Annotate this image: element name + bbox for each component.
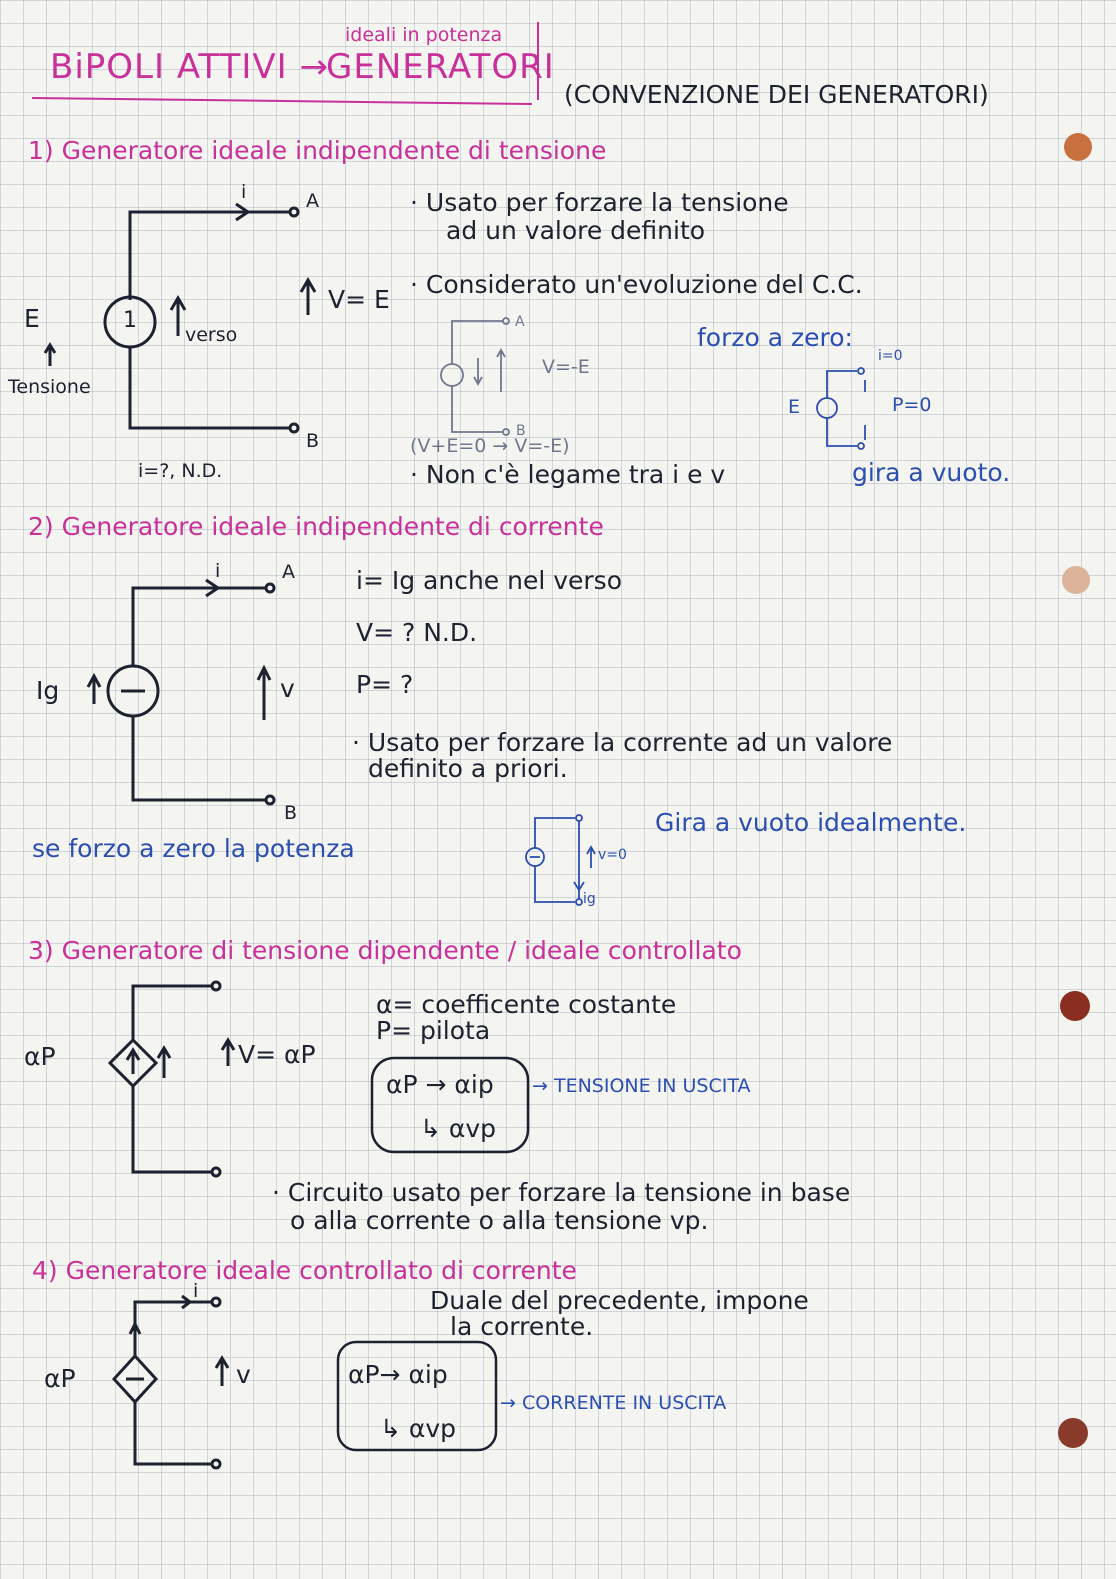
s1-label-verso: verso	[185, 324, 238, 346]
s1-source-symbol: 1	[123, 308, 137, 333]
s1-label-ve: V= E	[328, 285, 390, 314]
s1-sub-v: V=-E	[542, 356, 590, 378]
s1-force-p: P=0	[892, 394, 932, 416]
s3-def2: P= pilota	[376, 1016, 491, 1045]
s2-label-i: i	[215, 560, 221, 582]
s1-label-i: i	[241, 181, 247, 203]
binder-hole	[1062, 566, 1090, 594]
s2-line3: P= ?	[356, 670, 414, 699]
s4-heading: 4) Generatore ideale controllato di corrente	[32, 1256, 577, 1285]
s2-heading: 2) Generatore ideale indipendente di corrente	[28, 512, 604, 541]
s1-sub-b: B	[516, 423, 526, 439]
title-left: BiPOLI ATTIVI →	[50, 47, 329, 87]
s2-sub-v: v=0	[598, 847, 627, 863]
s3-def1: α= coefficente costante	[376, 990, 677, 1019]
s1-force-note: gira a vuoto.	[852, 458, 1011, 487]
s4-box-line2: ↳ αvp	[380, 1414, 457, 1443]
s1-label-b: B	[306, 430, 320, 452]
s3-bullet-line2: o alla corrente o alla tensione vp.	[290, 1206, 709, 1235]
s4-label-i: i	[193, 1280, 199, 1302]
s2-bullet-line2: definito a priori.	[368, 754, 568, 783]
s2-bullet-line1: · Usato per forzare la corrente ad un valore	[352, 728, 893, 757]
convention-note: (CONVENZIONE DEI GENERATORI)	[564, 80, 989, 109]
s3-bullet-line1: · Circuito usato per forzare la tensione in base	[272, 1178, 851, 1207]
binder-hole	[1060, 991, 1090, 1021]
s1-label-e: E	[24, 304, 40, 333]
s1-bullet1-line2: ad un valore definito	[446, 216, 706, 245]
s1-label-i-nd: i=?, N.D.	[138, 460, 223, 482]
binder-hole	[1058, 1418, 1088, 1448]
s3-heading: 3) Generatore di tensione dipendente / ideale controllato	[28, 936, 742, 965]
s4-label-v: v	[236, 1360, 251, 1389]
s2-label-ig: Ig	[36, 676, 60, 705]
s2-label-a: A	[282, 561, 295, 583]
s2-label-b: B	[284, 802, 298, 824]
title-right: GENERATORI	[326, 47, 555, 87]
s1-bullet2: · Considerato un'evoluzione del C.C.	[410, 270, 863, 299]
s3-label-ap: αP	[24, 1042, 56, 1071]
s4-dual-line1: Duale del precedente, impone	[430, 1286, 809, 1315]
s3-box-line2: ↳ αvp	[420, 1114, 497, 1143]
s1-force-e: E	[788, 396, 801, 418]
s2-label-v: v	[280, 674, 295, 703]
s1-bullet3: · Non c'è legame tra i e v	[410, 460, 726, 489]
s3-box-line1: αP → αip	[386, 1070, 494, 1099]
s2-sub-ig: ig	[583, 891, 596, 907]
s1-label-tensione: Tensione	[8, 376, 91, 398]
s2-gira: Gira a vuoto idealmente.	[655, 808, 967, 837]
title-annotation: ideali in potenza	[345, 24, 503, 46]
s1-heading: 1) Generatore ideale indipendente di tensione	[28, 136, 607, 165]
s4-label-ap: αP	[44, 1364, 76, 1393]
s1-bullet1-line1: · Usato per forzare la tensione	[410, 188, 789, 217]
s2-force-note: se forzo a zero la potenza	[32, 834, 355, 863]
s1-force-i: i=0	[878, 348, 903, 364]
s2-line1: i= Ig anche nel verso	[356, 566, 623, 595]
s4-box-line1: αP→ αip	[348, 1360, 448, 1389]
binder-hole	[1064, 133, 1092, 161]
s1-sub-eq: (V+E=0 → V=-E)	[410, 435, 570, 457]
s1-label-a: A	[306, 190, 319, 212]
s4-output: → CORRENTE IN USCITA	[500, 1392, 727, 1414]
s4-dual-line2: la corrente.	[450, 1312, 594, 1341]
s1-sub-a: A	[515, 314, 525, 330]
s3-label-v: V= αP	[238, 1040, 316, 1069]
s2-line2: V= ? N.D.	[356, 618, 478, 647]
s3-output: → TENSIONE IN USCITA	[532, 1075, 751, 1097]
s1-force-title: forzo a zero:	[697, 323, 853, 352]
